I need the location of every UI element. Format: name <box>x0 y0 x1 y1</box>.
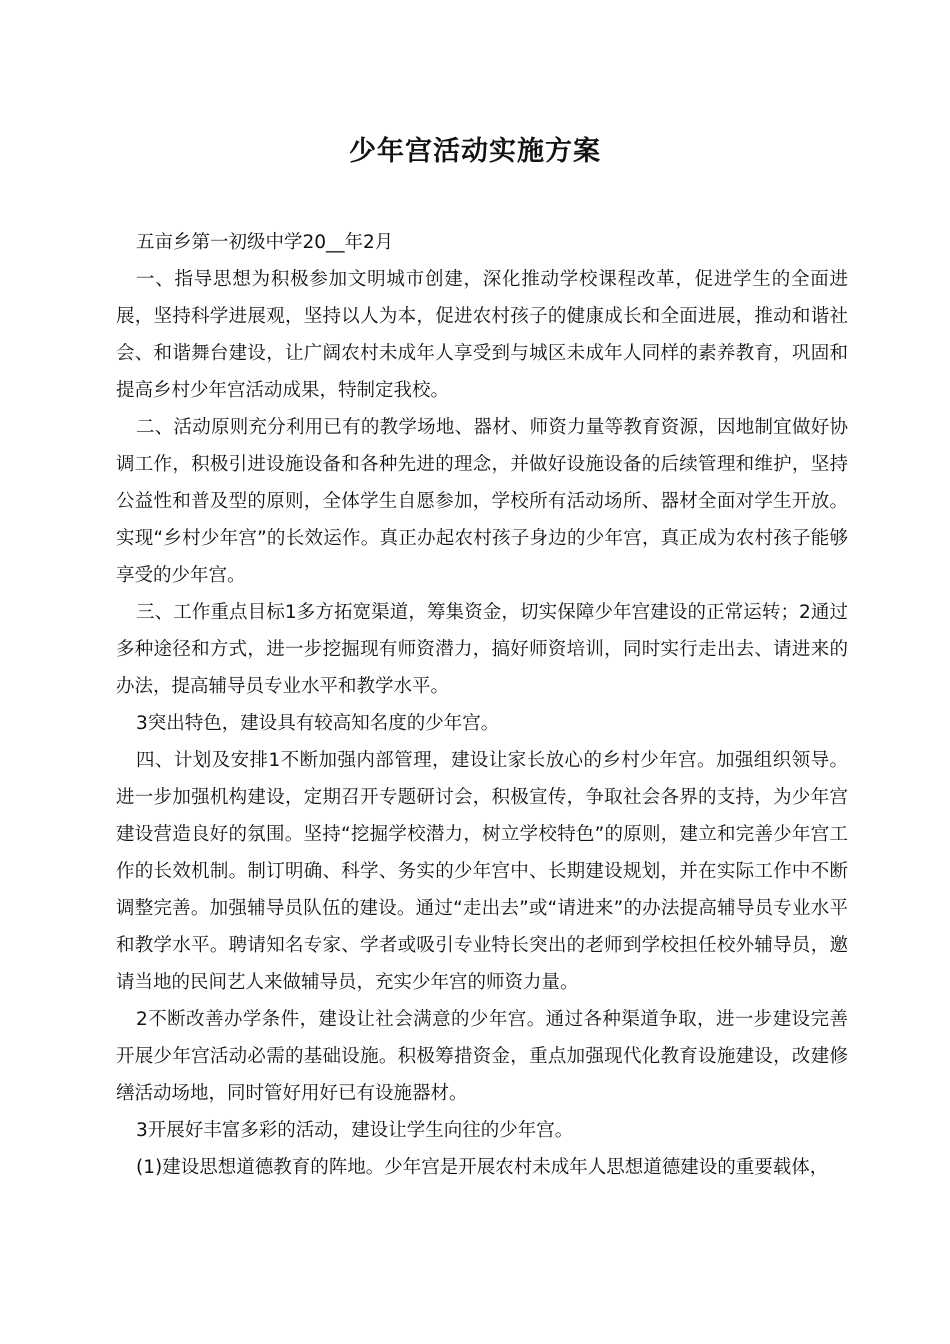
document-body <box>116 224 848 1186</box>
goal-item-3: 3突出特色，建设具有较高知名度的少年宫。 <box>136 713 500 734</box>
section-plan-arrangement: 四、计划及安排1不断加强内部管理，建设让家长放心的乡村少年宫。加强组织领导。进一步加强机构建设，定期召开专题研讨会，积极宣传，争取社会各界的支持，为少年宫建设营造良好的氛围。坚持“挖掘学校潜力，树立学校特色”的原则，建立和完善少年宫工作的长效机制。制订明确、科学、务实的少年宫中、长期建设规划，并在实际工作中不断调整完善。加强辅导员队伍的建设。通过“走出去”或“请进来”的办法提高辅导员专业水平和教学水平。聘请知名专家、学者或吸引专业特长突出的老师到学校担任校外辅导员，邀请当地的民间艺人来做辅导员，充实少年宫的师资力量。 <box>116 750 848 993</box>
plan-item-2: 2不断改善办学条件，建设让社会满意的少年宫。通过各种渠道争取，进一步建设完善开展少年宫活动必需的基础设施。积极筹措资金，重点加强现代化教育设施建设，改建修缮活动场地，同时管好用好已有设施器材。 <box>116 1009 848 1104</box>
document-title: 少年宫活动实施方案 <box>349 136 601 167</box>
date-line: 五亩乡第一初级中学20__年2月 <box>136 232 394 253</box>
plan-subitem-1: (1)建设思想道德教育的阵地。少年宫是开展农村未成年人思想道德建设的重要载体， <box>136 1157 829 1178</box>
section-work-goals: 三、工作重点目标1多方拓宽渠道，筹集资金，切实保障少年宫建设的正常运转；2通过多种途径和方式，进一步挖掘现有师资潜力，搞好师资培训，同时实行走出去、请进来的办法，提高辅导员专业水平和教学水平。 <box>116 602 848 697</box>
section-guiding-ideology: 一、指导思想为积极参加文明城市创建，深化推动学校课程改革，促进学生的全面进展，坚持科学进展观，坚持以人为本，促进农村孩子的健康成长和全面进展，推动和谐社会、和谐舞台建设，让广阔农村未成年人享受到与城区未成年人同样的素养教育，巩固和提高乡村少年宫活动成果，特制定我校。 <box>116 269 848 401</box>
plan-item-3: 3开展好丰富多彩的活动，建设让学生向往的少年宫。 <box>136 1120 574 1141</box>
section-activity-principles: 二、活动原则充分利用已有的教学场地、器材、师资力量等教育资源，因地制宜做好协调工作，积极引进设施设备和各种先进的理念，并做好设施设备的后续管理和维护，坚持公益性和普及型的原则，全体学生自愿参加，学校所有活动场所、器材全面对学生开放。实现“乡村少年宫”的长效运作。真正办起农村孩子身边的少年宫，真正成为农村孩子能够享受的少年宫。 <box>116 417 848 586</box>
